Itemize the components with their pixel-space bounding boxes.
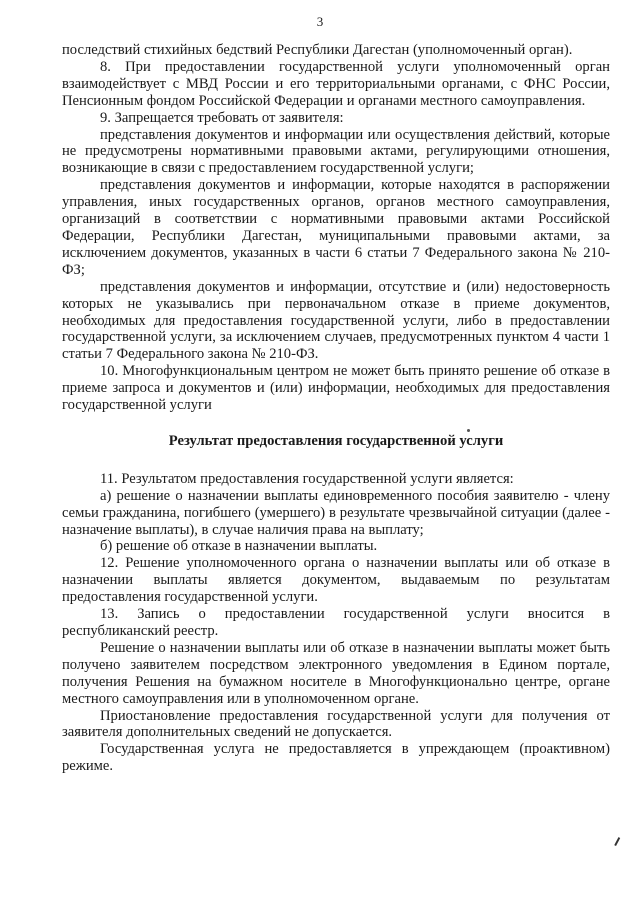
paragraph-item-8: 8. При предоставлении государственной услуги уполномоченный орган взаимодействует с МВД России и его территориальными органами, с ФНС России, Пенсионным фондом Российской Федерации и органами местного самоуправления. — [62, 58, 610, 109]
page-number: 3 — [316, 14, 324, 29]
paragraph-no-proactive: Государственная услуга не предоставляется в упреждающем (проактивном) режиме. — [62, 741, 610, 775]
paragraph-item-11-a: а) решение о назначении выплаты единовременного пособия заявителю - члену семьи гражданина, погибшего (умершего) в результате чрезвычайной ситуации (далее - назначение выплаты), в случае наличия права на выплату; — [62, 487, 610, 538]
document-body — [62, 42, 610, 775]
paragraph-decision-delivery: Решение о назначении выплаты или об отказе в назначении выплаты может быть получено заявителем посредством электронного уведомления в Едином портале, получения Решения на бумажном носителе в Многофункционально центре, органе местного самоуправления или в уполномоченном органе. — [62, 639, 610, 707]
paragraph-continuation: последствий стихийных бедствий Республики Дагестан (уполномоченный орган). — [62, 42, 573, 58]
paragraph-item-9-subclause-1: представления документов и информации или осуществления действий, которые не предусмотрены нормативными правовыми актами, регулирующими отношения, возникающие в связи с предоставлением государственной услуги; — [62, 126, 610, 177]
paragraph-item-9: 9. Запрещается требовать от заявителя: — [100, 109, 344, 126]
paragraph-item-12: 12. Решение уполномоченного органа о назначении выплаты или об отказе в назначении выплаты является документом, выдаваемым по результатам предоставления государственной услуги. — [62, 555, 610, 606]
section-heading: Результат предоставления государственной услуги — [168, 432, 504, 449]
paragraph-item-10: 10. Многофункциональным центром не может быть принято решение об отказе в приеме запроса и документов и (или) информации, необходимых для предоставления государственной услуги — [62, 363, 610, 414]
paragraph-item-11: 11. Результатом предоставления государственной услуги является: — [100, 470, 514, 487]
spacer — [62, 450, 610, 471]
paragraph-item-13: 13. Запись о предоставлении государственной услуги вносится в республиканский реестр. — [62, 606, 610, 639]
scan-mark — [614, 837, 624, 848]
paragraph-item-11-b: б) решение об отказе в назначении выплаты. — [100, 538, 378, 555]
paragraph-no-suspension: Приостановление предоставления государственной услуги для получения от заявителя дополнительных сведений не допускается. — [62, 707, 610, 741]
paragraph-item-9-subclause-3: представления документов и информации, отсутствие и (или) недостоверность которых не указывались при первоначальном отказе в приеме документов, необходимых для предоставления государственной услуги, либо в предоставлении государственной услуги, за исключением случаев, предусмотренных пунктом 4 части 1 статьи 7 Федерального закона № 210-ФЗ. — [62, 278, 610, 363]
spacer — [62, 414, 610, 433]
scan-speck — [467, 429, 470, 432]
paragraph-item-9-subclause-2: представления документов и информации, которые находятся в распоряжении управления, иных государственных органов, органов местного самоуправления, организаций в соответствии с нормативными правовыми актами Российской Федерации, Республики Дагестан, муниципальными правовыми актами, за исключением документов, указанных в части 6 статьи 7 Федерального закона № 210-ФЗ; — [62, 177, 610, 278]
